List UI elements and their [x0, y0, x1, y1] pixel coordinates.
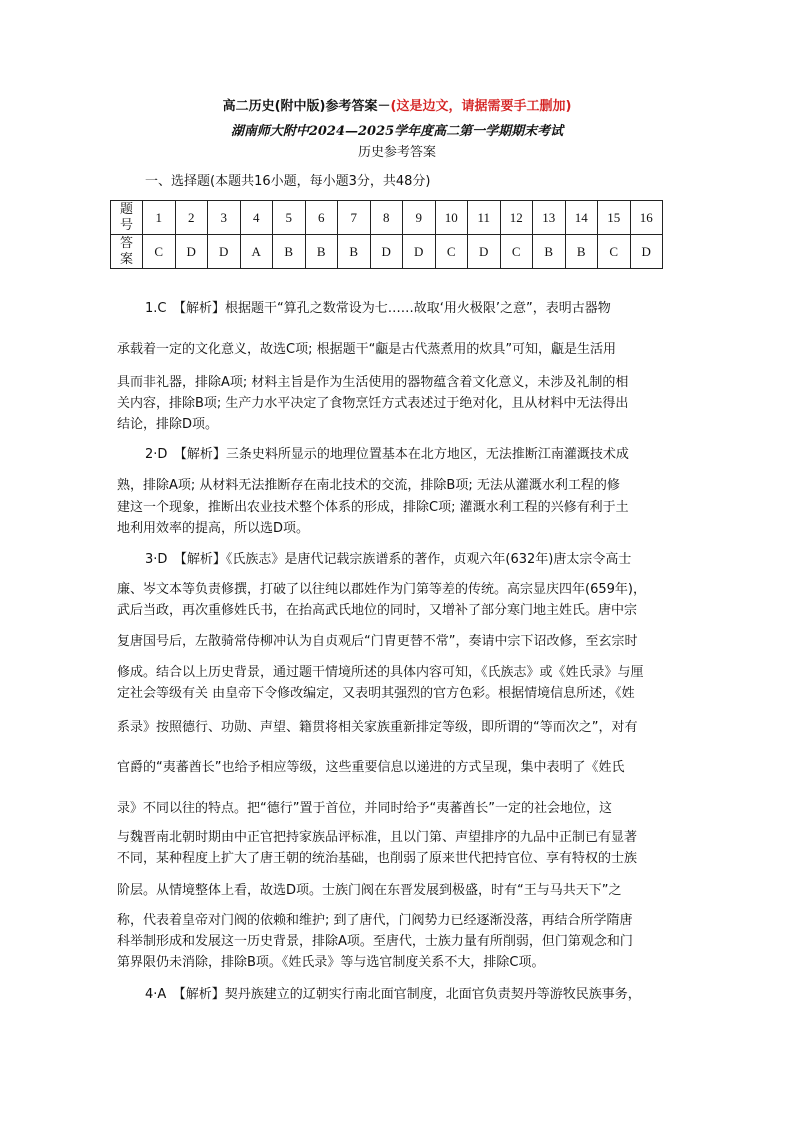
answer-cell: B	[565, 235, 598, 269]
question-number: 12	[500, 201, 533, 235]
explanation-line: 4·A 【解析】契丹族建立的辽朝实行南北面官制度，北面官负责契丹等游牧民族事务，	[145, 987, 641, 1002]
explanation-line: 科举制形成和发展这一历史背景，排除A项。至唐代，士族力量有所削弱，但门第观念和门	[117, 934, 633, 949]
question-number: 6	[305, 201, 338, 235]
question-number: 11	[468, 201, 501, 235]
answer-table	[110, 200, 663, 269]
answer-cell: D	[175, 235, 208, 269]
answer-cell: B	[533, 235, 566, 269]
answer-cell: D	[630, 235, 663, 269]
answer-row	[111, 235, 663, 269]
question-number: 3	[208, 201, 241, 235]
explanation-line: 建这一个现象，推断出农业技术整个体系的形成，排除C项; 灌溉水利工程的兴修有利于土	[117, 500, 629, 515]
explanation-line: 称，代表着皇帝对门阀的依赖和维护; 到了唐代，门阀势力已经逐渐没落，再结合所学隋唐	[117, 913, 633, 928]
question-number: 16	[630, 201, 663, 235]
explanation-line: 1.C 【解析】根据题干“算孔之数常设为七……故取‘用火极限’之意”，表明古器物	[145, 301, 611, 316]
explanation-line: 结论，排除D项。	[117, 417, 219, 432]
document-title-main: 高二历史(附中版)参考答案－	[222, 99, 391, 114]
question-number: 10	[435, 201, 468, 235]
explanation-line: 熟，排除A项; 从材料无法推断存在南北技术的交流，排除B项; 无法从灌溉水利工程的修	[117, 478, 620, 493]
question-number: 5	[273, 201, 306, 235]
section-heading: 一、选择题(本题共16小题，每小题3分，共48分)	[145, 174, 431, 189]
explanation-line: 与魏晋南北朝时期由中正官把持家族品评标准，且以门第、声望排序的九品中正制已有显著	[117, 830, 638, 845]
answer-cell: C	[598, 235, 631, 269]
explanation-line: 廉、岑文本等负责修撰，打破了以往纯以郡姓作为门第等差的传统。高宗显庆四年(659年)，	[117, 582, 646, 597]
answer-cell: C	[500, 235, 533, 269]
explanation-line: 地利用效率的提高，所以选D项。	[117, 521, 310, 536]
document-title	[0, 95, 794, 114]
question-number-row	[111, 201, 663, 235]
explanation-line: 第界限仍未消除，排除B项。《姓氏录》等与选官制度关系不大，排除C项。	[117, 955, 545, 970]
answer-cell: C	[143, 235, 176, 269]
answer-cell: C	[435, 235, 468, 269]
answer-key-title: 历史参考答案	[357, 145, 436, 160]
explanation-line: 录》不同以往的特点。把“德行”置于首位，并同时给予“夷蕃酋长”一定的社会地位，这	[117, 801, 612, 816]
answer-cell: B	[273, 235, 306, 269]
explanation-line: 阶层。从情境整体上看，故选D项。士族门阀在东晋发展到极盛，时有“王与马共天下”之	[117, 883, 622, 898]
answer-cell: A	[240, 235, 273, 269]
answer-cell: B	[338, 235, 371, 269]
editor-note: (这是边文，请据需要手工删加)	[390, 99, 572, 114]
question-number: 1	[143, 201, 176, 235]
answer-cell: B	[305, 235, 338, 269]
answer-cell: D	[370, 235, 403, 269]
explanation-line: 不同，某种程度上扩大了唐王朝的统治基础，也削弱了原来世代把持官位、享有特权的士族	[117, 851, 638, 866]
explanation-line: 复唐国号后，左散骑常侍柳冲认为自贞观后“门胄更替不常”，奏请中宗下诏改修，至玄宗时	[117, 634, 638, 649]
explanation-line: 2·D 【解析】三条史料所显示的地理位置基本在北方地区，无法推断江南灌溉技术成	[145, 447, 629, 462]
exam-subtitle: 湖南师大附中2024—2025学年度高二第一学期期末考试	[230, 124, 564, 139]
question-number: 7	[338, 201, 371, 235]
question-number: 4	[240, 201, 273, 235]
question-number: 14	[565, 201, 598, 235]
explanation-line: 3·D 【解析】《氏族志》是唐代记载宗族谱系的著作，贞观六年(632年)唐太宗令高士	[145, 552, 632, 567]
explanation-line: 定社会等级有关 由皇帝下令修改编定，又表明其强烈的官方色彩。根据情境信息所述，《姓	[117, 686, 635, 701]
explanation-line: 系录》按照德行、功勋、声望、籍贯将相关家族重新排定等级，即所谓的“等而次之”，对有	[117, 720, 638, 735]
explanation-line: 武后当政，再次重修姓氏书，在抬高武氏地位的同时，又增补了部分寒门地主姓氏。唐中宗	[117, 603, 638, 618]
answer-cell: D	[403, 235, 436, 269]
question-number: 15	[598, 201, 631, 235]
answer-cell: D	[208, 235, 241, 269]
explanation-line: 关内容，排除B项; 生产力水平决定了食物烹饪方式表述过于绝对化，且从材料中无法得出	[117, 396, 629, 411]
explanation-line: 官爵的“夷蕃酋长”也给予相应等级，这些重要信息以递进的方式呈现，集中表明了《姓氏	[117, 760, 625, 775]
answer-cell: D	[468, 235, 501, 269]
explanation-line: 具而非礼器，排除A项; 材料主旨是作为生活使用的器物蕴含着文化意义，未涉及礼制的相	[117, 375, 629, 390]
question-number: 8	[370, 201, 403, 235]
question-number-header: 题 号	[111, 201, 143, 235]
answer-header: 答 案	[111, 235, 143, 269]
explanation-line: 修成。结合以上历史背景，通过题干情境所述的具体内容可知，《氏族志》或《姓氏录》与厘	[117, 665, 644, 680]
question-number: 2	[175, 201, 208, 235]
question-number: 13	[533, 201, 566, 235]
explanation-line: 承载着一定的文化意义，故选C项; 根据题干“甗是古代蒸煮用的炊具”可知，甗是生活用	[117, 342, 617, 357]
question-number: 9	[403, 201, 436, 235]
